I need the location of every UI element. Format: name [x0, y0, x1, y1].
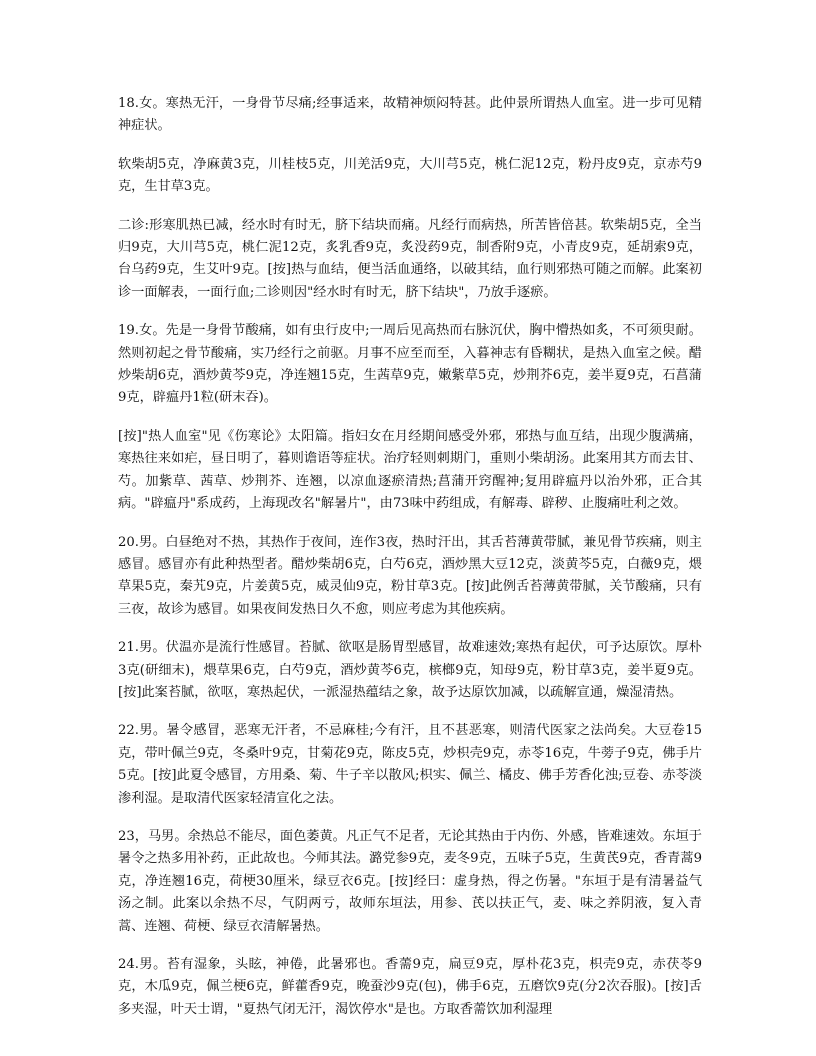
document-page — [118, 93, 702, 1037]
case-24-paragraph: 24.男。苔有湿象，头眩，神倦，此暑邪也。香薷9克，扁豆9克，厚朴花3克，枳壳9克，赤茯苓9克，木瓜9克，佩兰梗6克，鲜藿香9克，晚蚕沙9克(包)，佛手6克，五磨饮9克(分2次吞服)。[按]舌多夹湿，叶天士谓，"夏热气闭无汗，渴饮停水"是也。方取香薷饮加利湿理 — [118, 957, 702, 1017]
case-19-paragraph: 19.女。先是一身骨节酸痛，如有虫行皮中;一周后见高热而右脉沉伏，胸中懵热如炙，不可须臾耐。然则初起之骨节酸痛，实乃经行之前驱。月事不应至而至，入暮神志有昏糊状，是热入血室之候。醋炒柴胡6克，酒炒黄芩9克，净连翘15克，生茜草9克，嫩紫草5克，炒荆芥6克，姜半夏9克，石菖蒲9克，辟瘟丹1粒(研末吞)。 — [118, 323, 702, 406]
case-22-paragraph: 22.男。暑令感冒，恶寒无汗者，不忌麻桂;今有汗，且不甚恶寒，则清代医家之法尚矣。大豆卷15克，带叶佩兰9克，冬桑叶9克，甘菊花9克，陈皮5克，炒枳壳9克，赤苓16克，牛蒡子9克，佛手片5克。[按]此夏令感冒，方用桑、菊、牛子辛以散风;枳实、佩兰、橘皮、佛手芳香化浊;豆卷、赤苓淡渗利湿。是取清代医家轻清宣化之法。 — [118, 723, 702, 806]
case-18-paragraph: 18.女。寒热无汗，一身骨节尽痛;经事适来，故精神烦闷特甚。此仲景所谓热人血室。进一步可见精神症状。 — [118, 96, 702, 134]
case-18-second-visit: 二诊:形寒肌热已减，经水时有时无，脐下结块而痛。凡经行而病热，所苦皆倍甚。软柴胡5克，全当归9克，大川芎5克，桃仁泥12克，炙乳香9克，炙没药9克，制香附9克，小青皮9克，延胡索9克，台乌药9克，生艾叶9克。[按]热与血结，便当活血通络，以破其结，血行则邪热可随之而解。此案初诊一面解表，一面行血;二诊则因"经水时有时无，脐下结块"，乃放手逐瘀。 — [118, 217, 702, 300]
case-23-paragraph: 23，马男。余热总不能尽，面色萎黄。凡正气不足者，无论其热由于内伤、外感，皆难速效。东垣于暑令之热多用补药，正此故也。今师其法。潞党参9克，麦冬9克，五味子5克，生黄芪9克，香青蒿9克，净连翘16克，荷梗30厘米，绿豆衣6克。[按]经曰：虚身热，得之伤暑。"东垣于是有清暑益气汤之制。此案以余热不尽，气阴两亏，故师东垣法，用参、芪以扶正气，麦、味之养阴液，复入青蒿、连翘、荷梗、绿豆衣清解暑热。 — [118, 828, 702, 934]
case-18-prescription: 软柴胡5克，净麻黄3克，川桂枝5克，川羌活9克，大川芎5克，桃仁泥12克，粉丹皮9克，京赤芍9克，生甘草3克。 — [118, 156, 702, 195]
case-19-commentary: [按]"热人血室"见《伤寒论》太阳篇。指妇女在月经期间感受外邪，邪热与血互结，出现少腹满痛，寒热往来如疟，昼日明了，暮则谵语等症状。治疗轻则刺期门，重则小柴胡汤。此案用其方而去甘、芍。加紫草、茜草、炒荆芥、连翘，以凉血逐瘀清热;菖蒲开窍醒神;复用辟瘟丹以治外邪，正合其病。"辟瘟丹"系成药，上海现改名"解暑片"，由73味中药组成，有解毒、辟秽、止腹痛吐利之效。 — [118, 428, 702, 512]
case-21-paragraph: 21.男。伏温亦是流行性感冒。苔腻、欲呕是肠胃型感冒，故难速效;寒热有起伏，可予达原饮。厚朴3克(研细末)，煨草果6克，白芍9克，酒炒黄芩6克，槟榔9克，知母9克，粉甘草3克，姜半夏9克。[按]此案苔腻，欲呕，寒热起伏，一派湿热蕴结之象，故予达原饮加减，以疏解宣通，燥湿清热。 — [118, 640, 702, 700]
case-20-paragraph: 20.男。白昼绝对不热，其热作于夜间，连作3夜，热时汗出，其舌苔薄黄带腻，兼见骨节疾痛，则主感冒。感冒亦有此种热型者。醋炒柴胡6克，白芍6克，酒炒黑大豆12克，淡黄芩5克，白薇9克，煨草果5克，秦艽9克，片姜黄5克，威灵仙9克，粉甘草3克。[按]此例舌苔薄黄带腻，关节酸痛，只有三夜，故诊为感冒。如果夜间发热日久不愈，则应考虑为其他疾病。 — [118, 534, 702, 617]
